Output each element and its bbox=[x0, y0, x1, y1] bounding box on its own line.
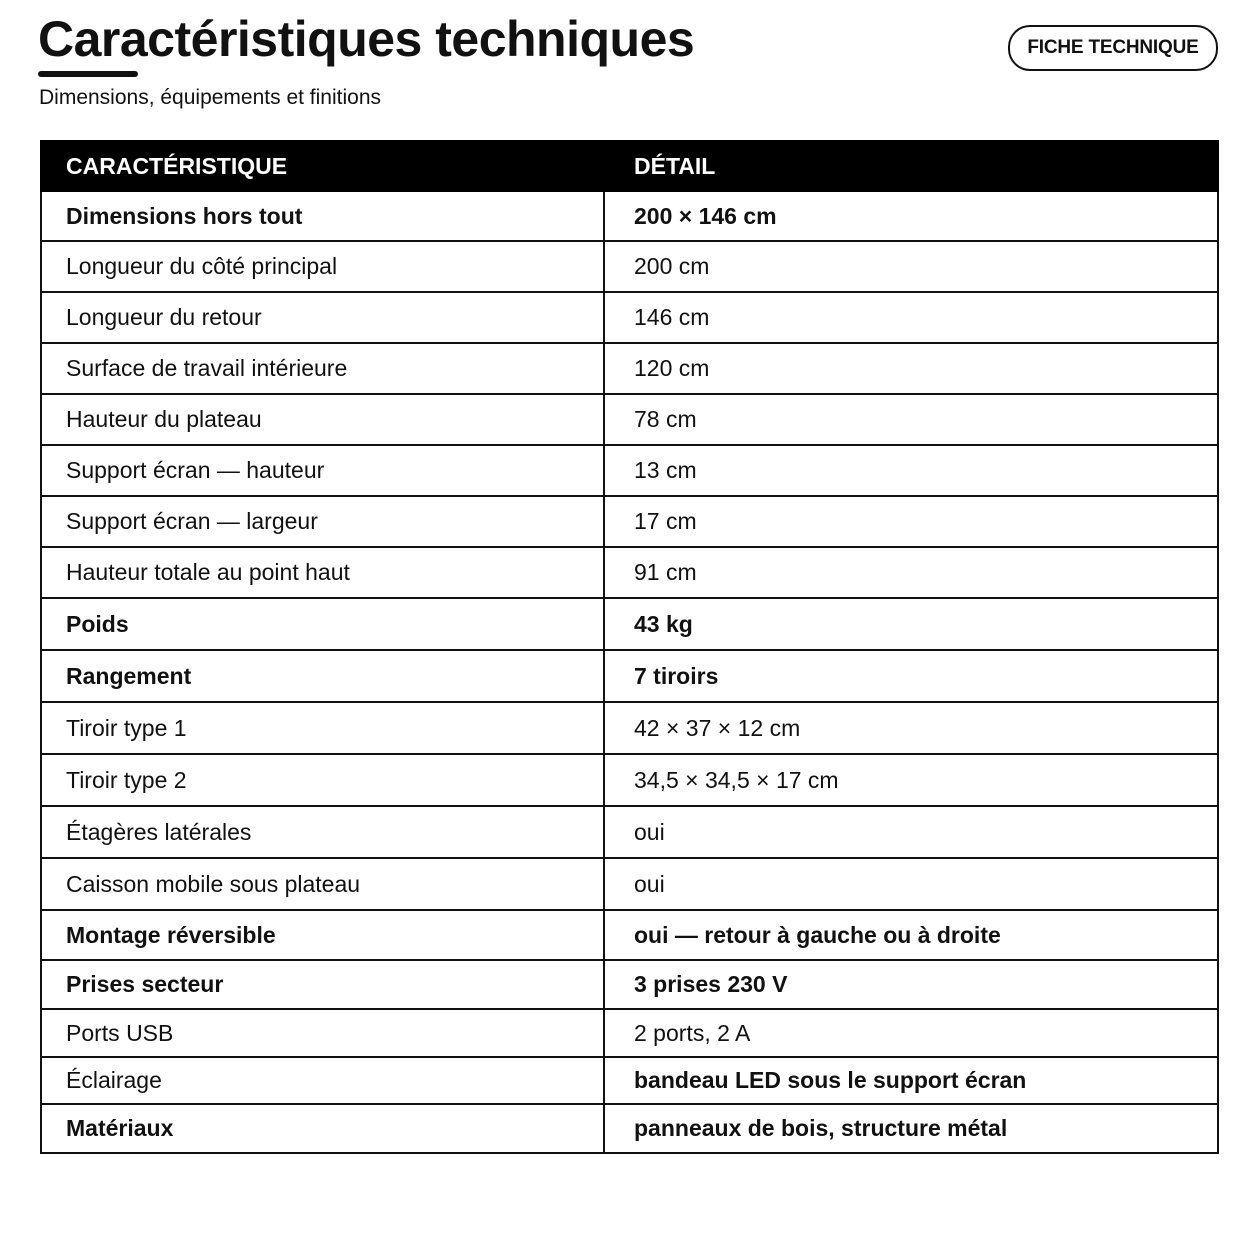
row-value: oui — retour à gauche ou à droite bbox=[604, 910, 1218, 960]
row-value: 34,5 × 34,5 × 17 cm bbox=[604, 754, 1218, 806]
row-label: Caisson mobile sous plateau bbox=[41, 858, 604, 910]
table-row bbox=[41, 191, 1218, 241]
table-row bbox=[41, 292, 1218, 343]
row-label: Surface de travail intérieure bbox=[41, 343, 604, 394]
row-label: Hauteur du plateau bbox=[41, 394, 604, 445]
row-label: Longueur du retour bbox=[41, 292, 604, 343]
row-label: Hauteur totale au point haut bbox=[41, 547, 604, 598]
row-label: Éclairage bbox=[41, 1057, 604, 1104]
doc-type-badge: FICHE TECHNIQUE bbox=[1008, 25, 1218, 71]
column-header-characteristic: CARACTÉRISTIQUE bbox=[41, 141, 604, 191]
row-value: 17 cm bbox=[604, 496, 1218, 547]
row-label: Support écran — largeur bbox=[41, 496, 604, 547]
row-label: Matériaux bbox=[41, 1104, 604, 1153]
page-title: Caractéristiques techniques bbox=[38, 11, 695, 67]
table-row bbox=[41, 806, 1218, 858]
row-value: 120 cm bbox=[604, 343, 1218, 394]
row-value: 43 kg bbox=[604, 598, 1218, 650]
table-row bbox=[41, 394, 1218, 445]
table-row bbox=[41, 960, 1218, 1009]
row-value: oui bbox=[604, 858, 1218, 910]
row-value: bandeau LED sous le support écran bbox=[604, 1057, 1218, 1104]
row-label: Étagères latérales bbox=[41, 806, 604, 858]
row-value: 78 cm bbox=[604, 394, 1218, 445]
row-label: Poids bbox=[41, 598, 604, 650]
table-row bbox=[41, 598, 1218, 650]
table-row bbox=[41, 343, 1218, 394]
table-row bbox=[41, 650, 1218, 702]
row-value: panneaux de bois, structure métal bbox=[604, 1104, 1218, 1153]
row-value: 200 × 146 cm bbox=[604, 191, 1218, 241]
spec-table bbox=[40, 140, 1219, 1154]
row-label: Rangement bbox=[41, 650, 604, 702]
row-value: 200 cm bbox=[604, 241, 1218, 292]
row-value: 13 cm bbox=[604, 445, 1218, 496]
title-underline bbox=[38, 71, 138, 77]
table-row bbox=[41, 858, 1218, 910]
table-row bbox=[41, 910, 1218, 960]
table-row bbox=[41, 754, 1218, 806]
row-value: 2 ports, 2 A bbox=[604, 1009, 1218, 1057]
row-value: 146 cm bbox=[604, 292, 1218, 343]
row-label: Montage réversible bbox=[41, 910, 604, 960]
column-header-detail: DÉTAIL bbox=[604, 141, 1218, 191]
table-row bbox=[41, 702, 1218, 754]
row-label: Support écran — hauteur bbox=[41, 445, 604, 496]
page-subtitle: Dimensions, équipements et finitions bbox=[39, 86, 382, 109]
row-value: oui bbox=[604, 806, 1218, 858]
table-row bbox=[41, 1104, 1218, 1153]
table-header-row bbox=[41, 141, 1218, 191]
row-value: 3 prises 230 V bbox=[604, 960, 1218, 1009]
row-label: Longueur du côté principal bbox=[41, 241, 604, 292]
table-row bbox=[41, 1057, 1218, 1104]
table-row bbox=[41, 547, 1218, 598]
table-row bbox=[41, 496, 1218, 547]
table-row bbox=[41, 445, 1218, 496]
row-label: Tiroir type 1 bbox=[41, 702, 604, 754]
row-value: 42 × 37 × 12 cm bbox=[604, 702, 1218, 754]
row-value: 91 cm bbox=[604, 547, 1218, 598]
row-label: Dimensions hors tout bbox=[41, 191, 604, 241]
row-value: 7 tiroirs bbox=[604, 650, 1218, 702]
row-label: Ports USB bbox=[41, 1009, 604, 1057]
table-row bbox=[41, 1009, 1218, 1057]
row-label: Prises secteur bbox=[41, 960, 604, 1009]
table-row bbox=[41, 241, 1218, 292]
row-label: Tiroir type 2 bbox=[41, 754, 604, 806]
